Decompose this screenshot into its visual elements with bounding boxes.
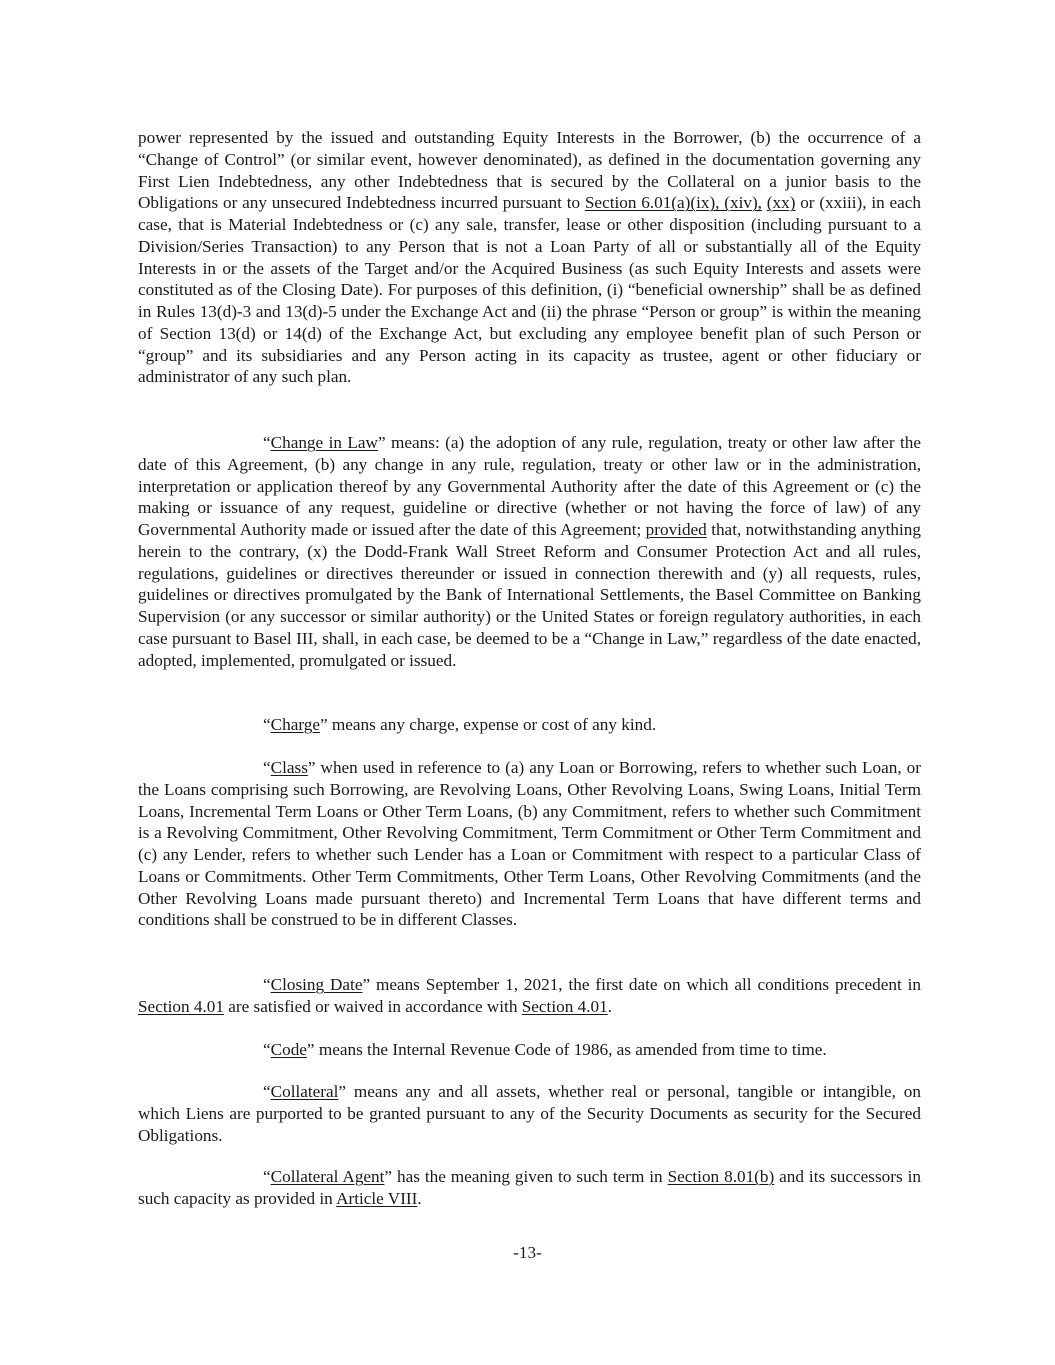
underlined-term: Change in Law	[270, 433, 378, 452]
text-run: that, notwithstanding anything herein to the contrary, (x) the Dodd-Frank Wall Street Reform and Consumer Protection Act and all rules, regulations, guidelines or directives thereunder or issued in connection therewith and (y) all requests, rules, guidelines or directives promulgated by the Bank of International Settlements, the Basel Committee on Banking Supervision (or any successor or similar authority) or the United States or foreign regulatory authorities, in each case pursuant to Basel III, shall, in each case, be deemed to be a “Change in Law,” regardless of the date enacted, adopted, implemented, promulgated or issued.	[138, 520, 921, 670]
text-run: .	[607, 996, 612, 1016]
definition-collateral-agent	[138, 1166, 921, 1210]
text-run: ” means September 1, 2021, the first date on which all conditions precedent in	[362, 975, 921, 994]
text-run: ” means the Internal Revenue Code of 1986, as amended from time to time.	[306, 1040, 827, 1059]
underlined-term: provided	[645, 520, 707, 539]
definition-change-in-law	[138, 432, 921, 671]
underlined-term: Closing Date	[270, 975, 363, 994]
underlined-term: (xx)	[766, 193, 796, 213]
text-run: ” means: (a) the adoption of any rule, regulation, treaty or other law after the date of this Agreement, (b) any change in any rule, regulation, treaty or other law or in the administration, interpretation or application thereof by any Governmental Authority after the date of this Agreement or (c) the making or issuance of any request, guideline or directive (whether or not having the force of law) of any Governmental Authority made or issued after the date of this Agreement;	[138, 433, 921, 539]
underlined-term: Charge	[270, 715, 320, 734]
text-run: ” means any and all assets, whether real or personal, tangible or intangible, on which Liens are purported to be granted pursuant to any of the Security Documents as security for the Secured Obligations.	[138, 1082, 921, 1145]
text-run: power represented by the issued and outstanding Equity Interests in the Borrower, (b) the occurrence of a “Change of Control” (or similar event, however denominated), as defined in the documentation governing any First Lien Indebtedness, any other Indebtedness that is secured by the Collateral on a junior basis to the Obligations or any unsecured Indebtedness incurred pursuant to	[138, 128, 921, 213]
definition-code	[138, 1039, 921, 1061]
text-run: ” has the meaning given to such term in	[384, 1167, 668, 1186]
text-run: ” when used in reference to (a) any Loan or Borrowing, refers to whether such Loan, or the Loans comprising such Borrowing, are Revolving Loans, Other Revolving Loans, Swing Loans, Initial Term Loans, Incremental Term Loans or Other Term Loans, (b) any Commitment, refers to whether such Commitment is a Revolving Commitment, Other Revolving Commitment, Term Commitment or Other Term Commitment and (c) any Lender, refers to whether such Lender has a Loan or Commitment with respect to a particular Class of Loans or Commitments. Other Term Commitments, Other Term Loans, Other Revolving Commitments (and the Other Revolving Loans made pursuant thereto) and Incremental Term Loans that have different terms and conditions shall be construed to be in different Classes.	[138, 758, 921, 930]
underlined-term: Section 6.01(a)(ix), (xiv),	[584, 193, 762, 213]
text-run: “	[263, 1167, 271, 1186]
definition-collateral	[138, 1081, 921, 1146]
text-run: ” means any charge, expense or cost of any kind.	[319, 715, 657, 734]
underlined-term: Collateral Agent	[270, 1167, 385, 1186]
underlined-term: Article VIII	[336, 1188, 418, 1208]
text-run: “	[263, 975, 271, 994]
underlined-term: Class	[270, 758, 308, 777]
text-run: “	[263, 1040, 271, 1059]
definition-closing-date	[138, 974, 921, 1018]
underlined-term: Section 8.01(b)	[667, 1167, 775, 1186]
text-run: .	[417, 1188, 422, 1208]
text-run: “	[263, 433, 271, 452]
text-run: are satisfied or waived in accordance with	[223, 996, 522, 1016]
underlined-term: Section 4.01	[138, 996, 224, 1016]
text-run: “	[263, 715, 271, 734]
definition-class	[138, 757, 921, 931]
page-number: -13-	[513, 1243, 542, 1262]
underlined-term: Code	[270, 1040, 307, 1059]
text-run: or (xxiii), in each case, that is Material Indebtedness or (c) any sale, transfer, lease or other disposition (including pursuant to a Division/Series Transaction) to any Person that is not a Loan Party of all or substantially all of the Equity Interests in or the assets of the Target and/or the Acquired Business (as such Equity Interests and assets were constituted as of the Closing Date). For purposes of this definition, (i) “beneficial ownership” shall be as defined in Rules 13(d)-3 and 13(d)-5 under the Exchange Act and (ii) the phrase “Person or group” is within the meaning of Section 13(d) or 14(d) of the Exchange Act, but excluding any employee benefit plan of such Person or “group” and its subsidiaries and any Person acting in its capacity as trustee, agent or other fiduciary or administrator of any such plan.	[138, 193, 921, 387]
underlined-term: Collateral	[270, 1082, 339, 1101]
text-run: “	[263, 758, 271, 777]
text-run: “	[263, 1082, 271, 1101]
text-run: and its successors in such capacity as provided in	[138, 1167, 921, 1208]
paragraph-change-of-control-continued	[138, 127, 921, 388]
definition-charge	[138, 714, 921, 736]
underlined-term: Section 4.01	[521, 996, 608, 1016]
